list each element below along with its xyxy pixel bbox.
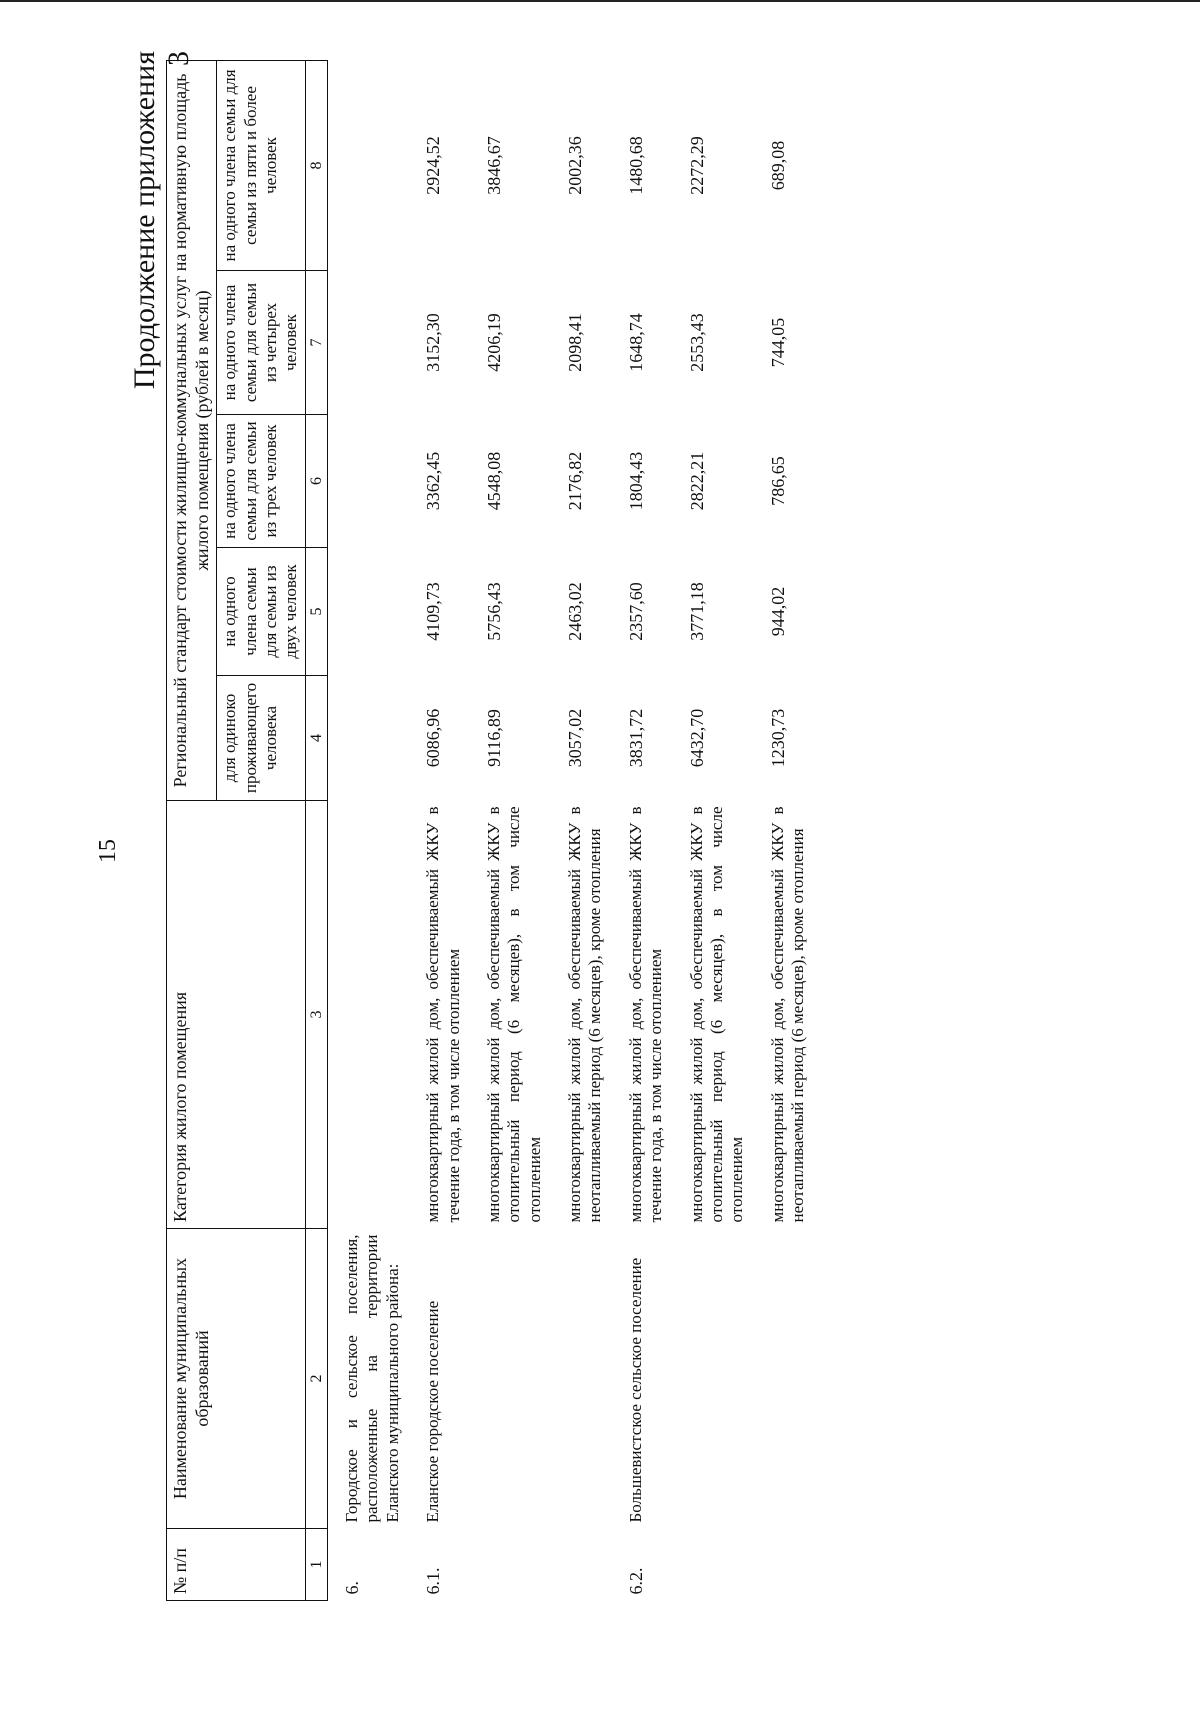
header-category: Категория жилого помещения (167, 801, 306, 1229)
column-number: 3 (305, 801, 327, 1229)
row-value-single: 3057,02 (565, 708, 586, 768)
column-number: 8 (305, 60, 327, 270)
row-name (555, 1229, 616, 1529)
header-sub-five: на одного члена семьи для семьи из пяти и более человек (217, 60, 306, 270)
row-value-single: 9116,89 (483, 709, 504, 767)
row-name (677, 1229, 758, 1529)
row-value-two: 4109,73 (423, 582, 444, 641)
header-row-top (167, 60, 217, 1600)
row-value-three: 1804,43 (625, 451, 646, 511)
row-value-four: 4206,19 (483, 313, 504, 372)
page-number: 15 (95, 839, 121, 863)
table-row (555, 60, 616, 1600)
row-name (758, 1229, 819, 1529)
row-value-five: 2272,29 (686, 136, 707, 195)
row-value-three: 3362,45 (423, 451, 444, 511)
row-value-three: 2822,21 (686, 451, 707, 511)
header-no: № п/п (167, 1529, 306, 1601)
row-value-single: 1230,73 (767, 708, 788, 768)
row-no (758, 1529, 819, 1601)
row-value-five: 689,08 (767, 140, 788, 191)
column-number: 1 (305, 1529, 327, 1601)
column-number: 2 (305, 1229, 327, 1529)
row-value-four: 744,05 (767, 317, 788, 368)
row-value-four: 2098,41 (565, 313, 586, 372)
housing-cost-table (166, 60, 819, 1601)
row-category: многоквартирный жилой дом, обеспечиваемый ЖКУ в течение года, в том числе отоплением (625, 806, 666, 1223)
row-value-two: 5756,43 (483, 582, 504, 641)
row-value-five: 2924,52 (423, 136, 444, 195)
row-value-three: 4548,08 (483, 451, 504, 511)
row-value-two: 2463,02 (565, 582, 586, 641)
row-name: Еланское городское поселение (423, 1300, 443, 1523)
row-value-single: 6432,70 (686, 708, 707, 768)
row-no (555, 1529, 616, 1601)
row-no: 6.2. (625, 1567, 646, 1595)
row-category: многоквартирный жилой дом, обеспечиваемый ЖКУ в отопительный период (6 месяцев), в том числе отоплением (483, 806, 544, 1223)
row-no: 6.1. (423, 1567, 444, 1595)
row-value-four: 3152,30 (423, 313, 444, 372)
header-sub-four: на одного члена семьи для семьи из четырех человек (217, 271, 306, 415)
table-row (413, 60, 474, 1600)
row-category: многоквартирный жилой дом, обеспечиваемый ЖКУ в течение года, в том числе отоплением (423, 806, 463, 1223)
header-sub-two: на одного члена семьи для семьи из двух человек (217, 548, 306, 676)
column-number: 4 (305, 676, 327, 801)
row-value-five: 3846,67 (483, 136, 504, 195)
continuation-heading: Продолжение приложения 3 (128, 51, 195, 390)
table-row (758, 60, 819, 1600)
header-standard: Региональный стандарт стоимости жилищно-коммунальных услуг на нормативную площадь жилого помещения (рублей в месяц) (167, 60, 217, 800)
table-row (474, 60, 555, 1600)
table-row (677, 60, 758, 1600)
header-name: Наименование муниципальных образований (167, 1229, 306, 1529)
section-no: 6. (341, 1581, 362, 1595)
section-name: Городское и сельское поселения, расположенные на территории Еланского муниципального района: (341, 1234, 402, 1523)
header-sub-single: для одиноко проживающего человека (217, 676, 306, 801)
row-name: Большевистское сельское поселение (625, 1257, 645, 1523)
row-category: многоквартирный жилой дом, обеспечиваемый ЖКУ в неотапливаемый период (6 месяцев), кроме отопления (565, 806, 605, 1223)
row-value-single: 6086,96 (423, 708, 444, 768)
row-value-three: 786,65 (767, 456, 788, 506)
column-numbers-row (305, 60, 327, 1600)
row-value-two: 3771,18 (686, 582, 707, 641)
row-value-five: 2002,36 (565, 136, 586, 195)
row-category: многоквартирный жилой дом, обеспечиваемый ЖКУ в отопительный период (6 месяцев), в том числе отоплением (686, 806, 747, 1223)
row-category: многоквартирный жилой дом, обеспечиваемый ЖКУ в неотапливаемый период (6 месяцев), кроме отопления (767, 806, 808, 1223)
row-value-two: 2357,60 (625, 582, 646, 641)
table-row (616, 60, 677, 1600)
header-sub-three: на одного члена семьи для семьи из трех человек (217, 415, 306, 548)
row-value-two: 944,02 (767, 586, 788, 637)
row-no (474, 1529, 555, 1601)
row-value-five: 1480,68 (625, 136, 646, 195)
column-number: 5 (305, 548, 327, 676)
row-name (474, 1229, 555, 1529)
row-value-four: 2553,43 (686, 313, 707, 372)
row-value-four: 1648,74 (625, 313, 646, 372)
row-no (677, 1529, 758, 1601)
row-value-single: 3831,72 (625, 708, 646, 768)
column-number: 7 (305, 271, 327, 415)
row-value-three: 2176,82 (565, 451, 586, 511)
column-number: 6 (305, 415, 327, 548)
section-row (327, 60, 413, 1600)
